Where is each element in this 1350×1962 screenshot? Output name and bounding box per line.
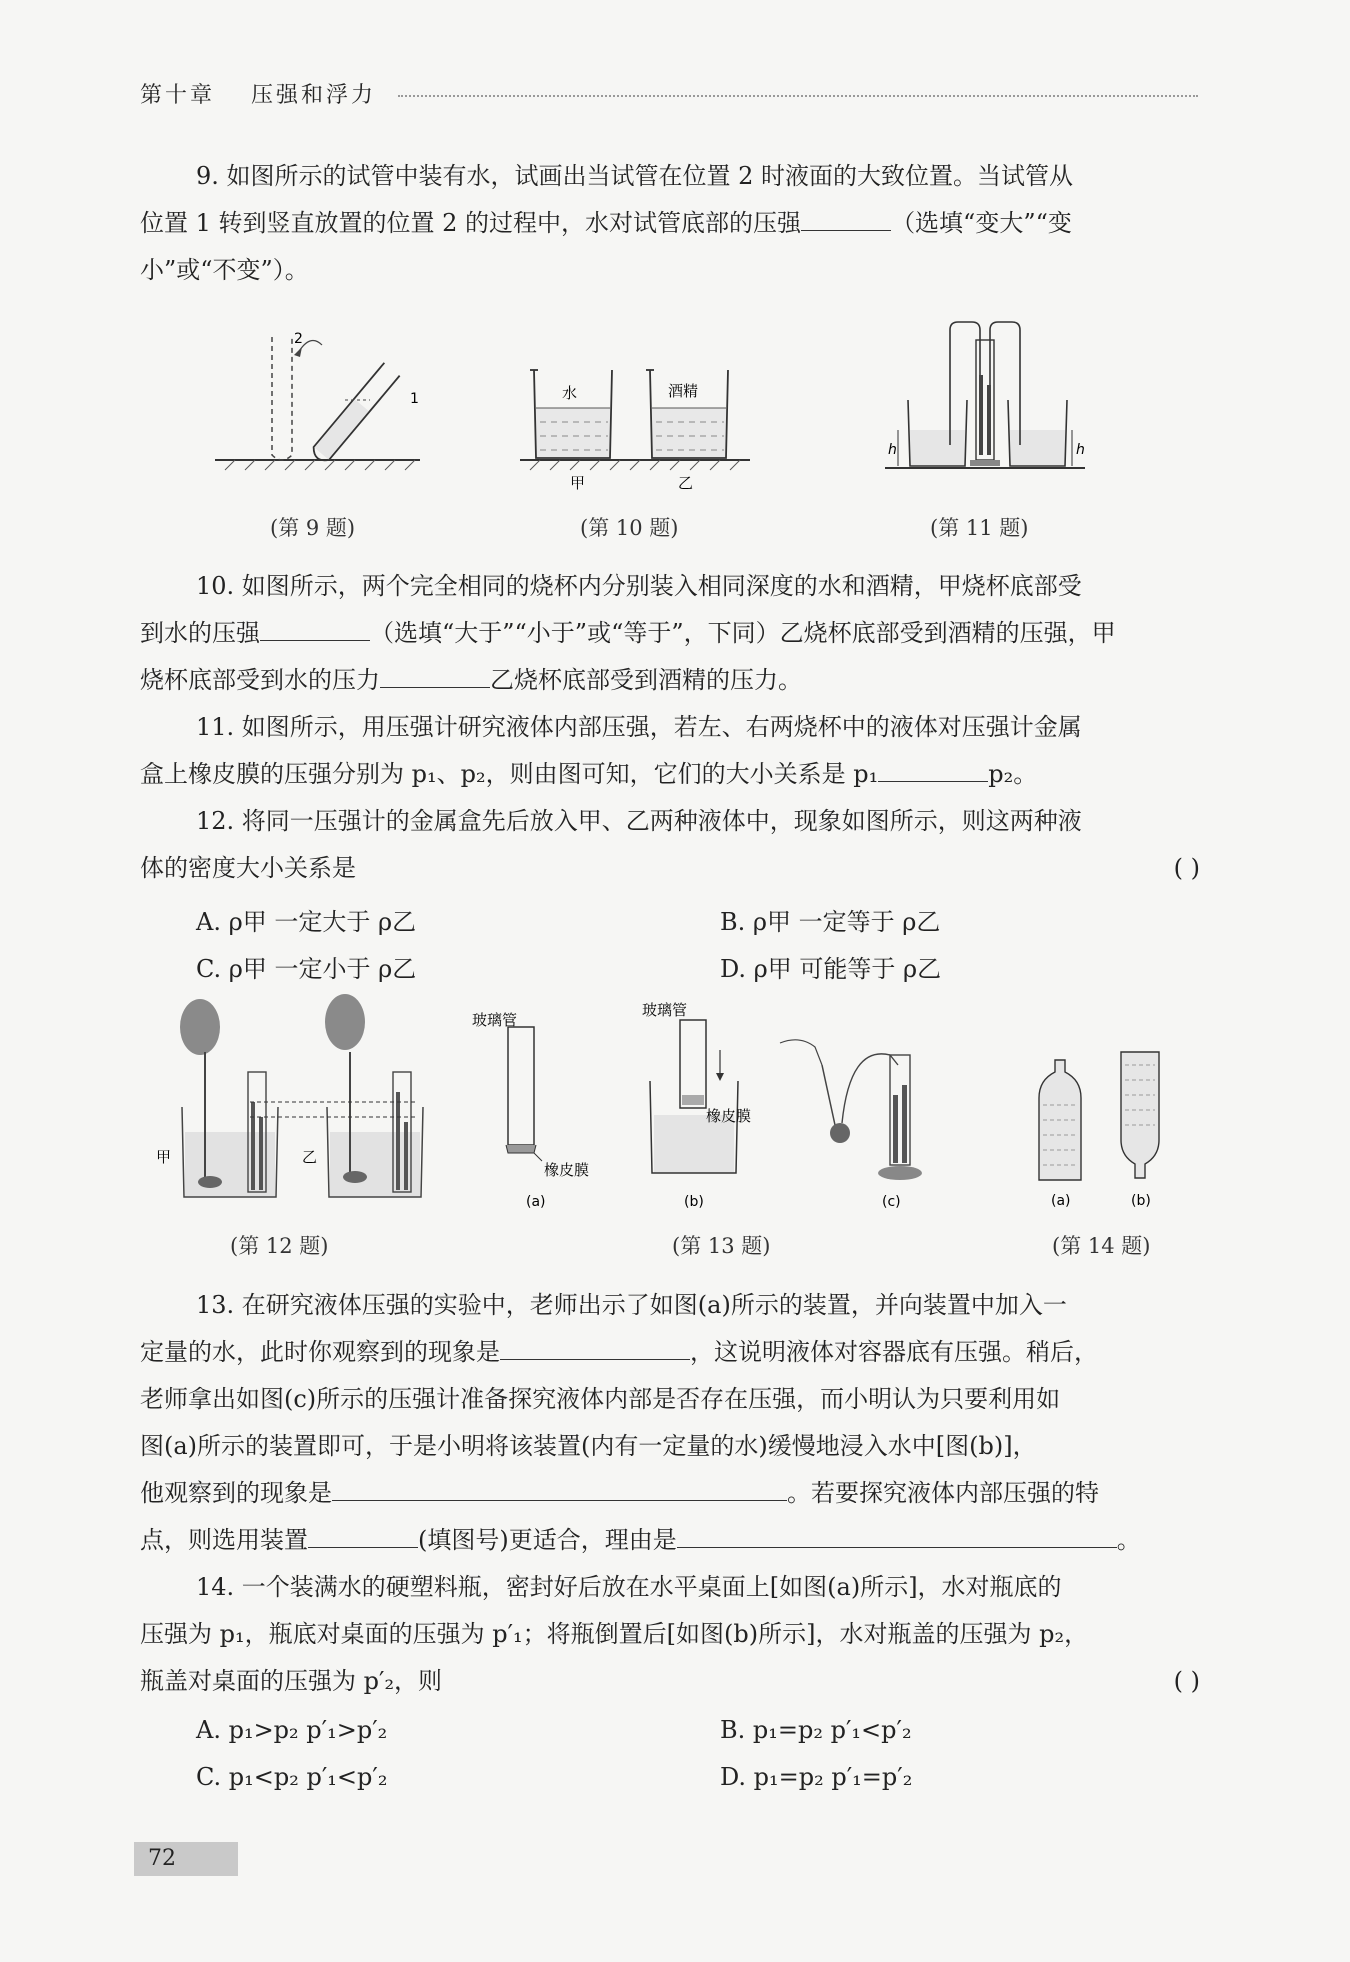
figure-9: [210, 325, 430, 480]
q10-blank-1[interactable]: [260, 616, 370, 641]
q9-line2b: （选填“变大”“变: [891, 209, 1072, 237]
figure-13: [470, 995, 990, 1215]
q13-line6c: 。: [1116, 1526, 1141, 1554]
q13-line6b: (填图号)更适合，理由是: [418, 1526, 677, 1554]
fig13b-tube-label: 玻璃管: [642, 1001, 688, 1019]
fig13a-tube-label: 玻璃管: [472, 1011, 518, 1029]
header-rule: [398, 95, 1198, 97]
q10-line1: 10. 如图所示，两个完全相同的烧杯内分别装入相同深度的水和酒精，甲烧杯底部受: [196, 572, 1082, 600]
question-13: [140, 1282, 1200, 1564]
chapter-header: [140, 78, 376, 109]
fig9-caption: (第 9 题): [270, 516, 356, 540]
q9-answer-blank[interactable]: [801, 206, 891, 231]
fig14-caption: (第 14 题): [1052, 1234, 1151, 1258]
q12-line1: 12. 将同一压强计的金属盒先后放入甲、乙两种液体中，现象如图所示，则这两种液: [196, 807, 1082, 835]
fig10-yi-label: 乙: [678, 474, 694, 492]
q14-option-b[interactable]: B. p₁=p₂ p′₁<p′₂: [720, 1716, 912, 1744]
chapter-title: 压强和浮力: [251, 83, 377, 108]
q9-line1: 9. 如图所示的试管中装有水，试画出当试管在位置 2 时液面的大致位置。当试管从: [196, 162, 1074, 190]
q13-line2a: 定量的水，此时你观察到的现象是: [140, 1338, 500, 1366]
q13-line1: 13. 在研究液体压强的实验中，老师出示了如图(a)所示的装置，并向装置中加入一: [196, 1291, 1067, 1319]
question-10: [140, 563, 1200, 704]
question-14: [140, 1564, 1200, 1705]
q13-blank-2[interactable]: [332, 1476, 787, 1501]
q12-option-d[interactable]: D. ρ甲 可能等于 ρ乙: [720, 955, 942, 983]
q12-option-b[interactable]: B. ρ甲 一定等于 ρ乙: [720, 908, 941, 936]
fig13-label-c: (c): [882, 1194, 901, 1210]
q11-blank[interactable]: [878, 757, 988, 782]
fig13-label-b: (b): [684, 1194, 704, 1210]
fig10-alcohol-label: 酒精: [668, 382, 699, 400]
fig11-caption: (第 11 题): [930, 516, 1029, 540]
q13-line4: 图(a)所示的装置即可，于是小明将该装置(内有一定量的水)缓慢地浸入水中[图(b)]，: [140, 1432, 1037, 1460]
fig14-label-a: (a): [1051, 1193, 1071, 1209]
chapter-number: 第十章: [140, 83, 216, 108]
q14-line1: 14. 一个装满水的硬塑料瓶，密封好后放在水平桌面上[如图(a)所示]，水对瓶底的: [196, 1573, 1062, 1601]
fig13a-membrane-label: 橡皮膜: [544, 1161, 590, 1179]
q13-line5b: 。若要探究液体内部压强的特: [787, 1479, 1099, 1507]
fig10-caption: (第 10 题): [580, 516, 679, 540]
fig13b-membrane-label: 橡皮膜: [706, 1107, 752, 1125]
q13-line6a: 点，则选用装置: [140, 1526, 308, 1554]
q14-option-a[interactable]: A. p₁>p₂ p′₁>p′₂: [196, 1716, 388, 1744]
q10-line2b: （选填“大于”“小于”或“等于”，下同）乙烧杯底部受到酒精的压强，甲: [370, 619, 1116, 647]
fig13-caption: (第 13 题): [672, 1234, 771, 1258]
figure-14: [1035, 1050, 1175, 1220]
q10-line3b: 乙烧杯底部受到酒精的压力。: [490, 666, 802, 694]
q13-blank-4[interactable]: [677, 1523, 1117, 1548]
q10-line3a: 烧杯底部受到水的压力: [140, 666, 380, 694]
question-12: [140, 798, 1200, 892]
q14-option-c[interactable]: C. p₁<p₂ p′₁<p′₂: [196, 1763, 388, 1791]
q9-line3: 小”或“不变”）。: [140, 256, 309, 284]
fig12-yi-label: 乙: [302, 1148, 318, 1166]
q14-option-d[interactable]: D. p₁=p₂ p′₁=p′₂: [720, 1763, 913, 1791]
q14-line2: 压强为 p₁，瓶底对桌面的压强为 p′₁；将瓶倒置后[如图(b)所示]，水对瓶盖的压强为 p₂，: [140, 1620, 1089, 1648]
fig11-h-left: h: [888, 442, 897, 458]
fig9-pos2-label: 2: [294, 331, 303, 347]
fig10-jia-label: 甲: [570, 474, 586, 492]
q13-line5a: 他观察到的现象是: [140, 1479, 332, 1507]
question-11: [140, 704, 1200, 798]
q13-line3: 老师拿出如图(c)所示的压强计准备探究液体内部是否存在压强，而小明认为只要利用如: [140, 1385, 1061, 1413]
q13-line2b: ，这说明液体对容器底有压强。稍后，: [690, 1338, 1098, 1366]
q14-answer-paren[interactable]: ( ): [1173, 1667, 1200, 1695]
question-9: [140, 153, 1200, 294]
q12-line2: 体的密度大小关系是: [140, 854, 356, 882]
q11-line2a: 盒上橡皮膜的压强分别为 p₁、p₂，则由图可知，它们的大小关系是 p₁: [140, 760, 879, 788]
page-number: 72: [134, 1842, 238, 1876]
q10-blank-2[interactable]: [380, 663, 490, 688]
q11-line1: 11. 如图所示，用压强计研究液体内部压强，若左、右两烧杯中的液体对压强计金属: [196, 713, 1082, 741]
figure-10: [520, 360, 750, 495]
q14-line3: 瓶盖对桌面的压强为 p′₂，则: [140, 1667, 443, 1695]
q12-option-a[interactable]: A. ρ甲 一定大于 ρ乙: [196, 908, 417, 936]
q11-line2b: p₂。: [988, 760, 1038, 788]
fig14-label-b: (b): [1131, 1193, 1151, 1209]
fig9-pos1-label: 1: [410, 391, 419, 407]
q13-blank-3[interactable]: [308, 1523, 418, 1548]
q10-line2a: 到水的压强: [140, 619, 260, 647]
fig10-water-label: 水: [562, 384, 578, 402]
q13-blank-1[interactable]: [500, 1335, 690, 1360]
fig12-caption: (第 12 题): [230, 1234, 329, 1258]
q12-answer-paren[interactable]: ( ): [1173, 854, 1200, 882]
fig12-jia-label: 甲: [156, 1148, 172, 1166]
fig11-h-right: h: [1076, 442, 1085, 458]
fig13-label-a: (a): [526, 1194, 546, 1210]
figure-12: [150, 992, 430, 1212]
q12-option-c[interactable]: C. ρ甲 一定小于 ρ乙: [196, 955, 417, 983]
figure-11: [880, 320, 1090, 480]
q9-line2a: 位置 1 转到竖直放置的位置 2 的过程中，水对试管底部的压强: [140, 209, 802, 237]
